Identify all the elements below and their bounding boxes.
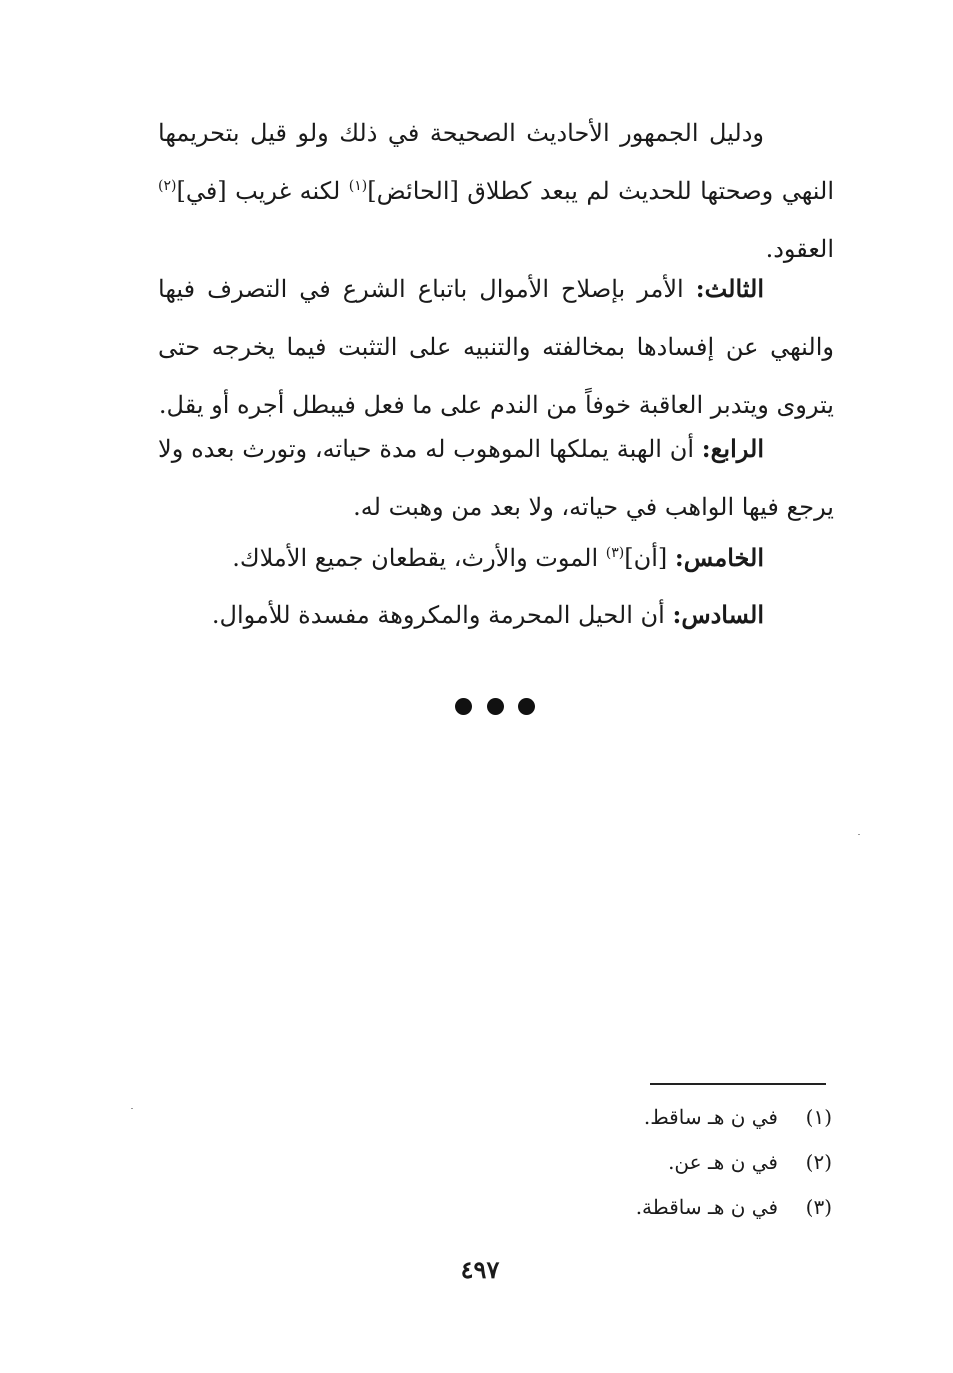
paragraph-text: [أن] (624, 544, 675, 572)
footnote-text: في ن هـ ساقط. (643, 1105, 778, 1129)
footnote-3 (400, 1185, 832, 1230)
scan-speck (858, 834, 860, 835)
paragraph-sixth (158, 586, 834, 644)
paragraph-text: العقود. (765, 235, 834, 263)
paragraph-fourth (158, 420, 834, 536)
section-divider (455, 696, 535, 716)
footnote-number: (٢) (805, 1150, 832, 1174)
divider-dot (487, 698, 504, 715)
paragraph-label: الرابع: (701, 434, 764, 463)
paragraph-text: الأمر بإصلاح الأموال باتباع الشرع في التصرف فيها والنهي عن إفسادها بمخالفته والتنبيه على التثبت فيما يخرجه حتى يتروى ويتدبر العاقبة خوفاً من الندم على ما فعل فيبطل أجره أو يقل. (158, 275, 834, 419)
footnote-1 (400, 1095, 832, 1140)
divider-dot (455, 698, 472, 715)
paragraph-label: الخامس: (674, 543, 764, 572)
paragraph-third (158, 260, 834, 434)
footnote-ref-2: (٢) (158, 178, 177, 194)
paragraph-text: لكنه غريب [في] (176, 177, 349, 205)
paragraph-text: الموت والأرث، يقطعان جميع الأملاك. (232, 544, 606, 572)
footnote-ref-3: (٣) (605, 545, 625, 561)
page-number: ٤٩٧ (460, 1255, 500, 1284)
footnotes (400, 1095, 832, 1230)
scan-speck (131, 1108, 133, 1109)
paragraph-fifth (158, 529, 834, 587)
footnote-ref-1: (١) (348, 178, 368, 194)
footnote-number: (٣) (805, 1195, 832, 1219)
footnote-2 (400, 1140, 832, 1185)
footnote-text: في ن هـ ساقطة. (635, 1195, 778, 1219)
paragraph-label: الثالث: (695, 274, 764, 303)
paragraph-text: أن الحيل المحرمة والمكروهة مفسدة للأموال. (211, 601, 673, 629)
footnote-number: (١) (805, 1105, 832, 1129)
paragraph-jumhur (158, 104, 834, 278)
divider-dot (518, 698, 535, 715)
paragraph-text: ودليل الجمهور الأحاديث الصحيحة في ذلك ولو قيل بتحريمها النهي وصحتها للحديث لم يبعد كطلاق [الحائض] (158, 119, 835, 205)
paragraph-label: السادس: (672, 600, 764, 629)
footnote-text: في ن هـ عن. (668, 1150, 778, 1174)
paragraph-text: أن الهبة يملكها الموهوب له مدة حياته، وتورث بعده ولا يرجع فيها الواهب في حياته، ولا بعد من وهبت له. (158, 435, 834, 521)
footnote-separator (650, 1083, 826, 1085)
